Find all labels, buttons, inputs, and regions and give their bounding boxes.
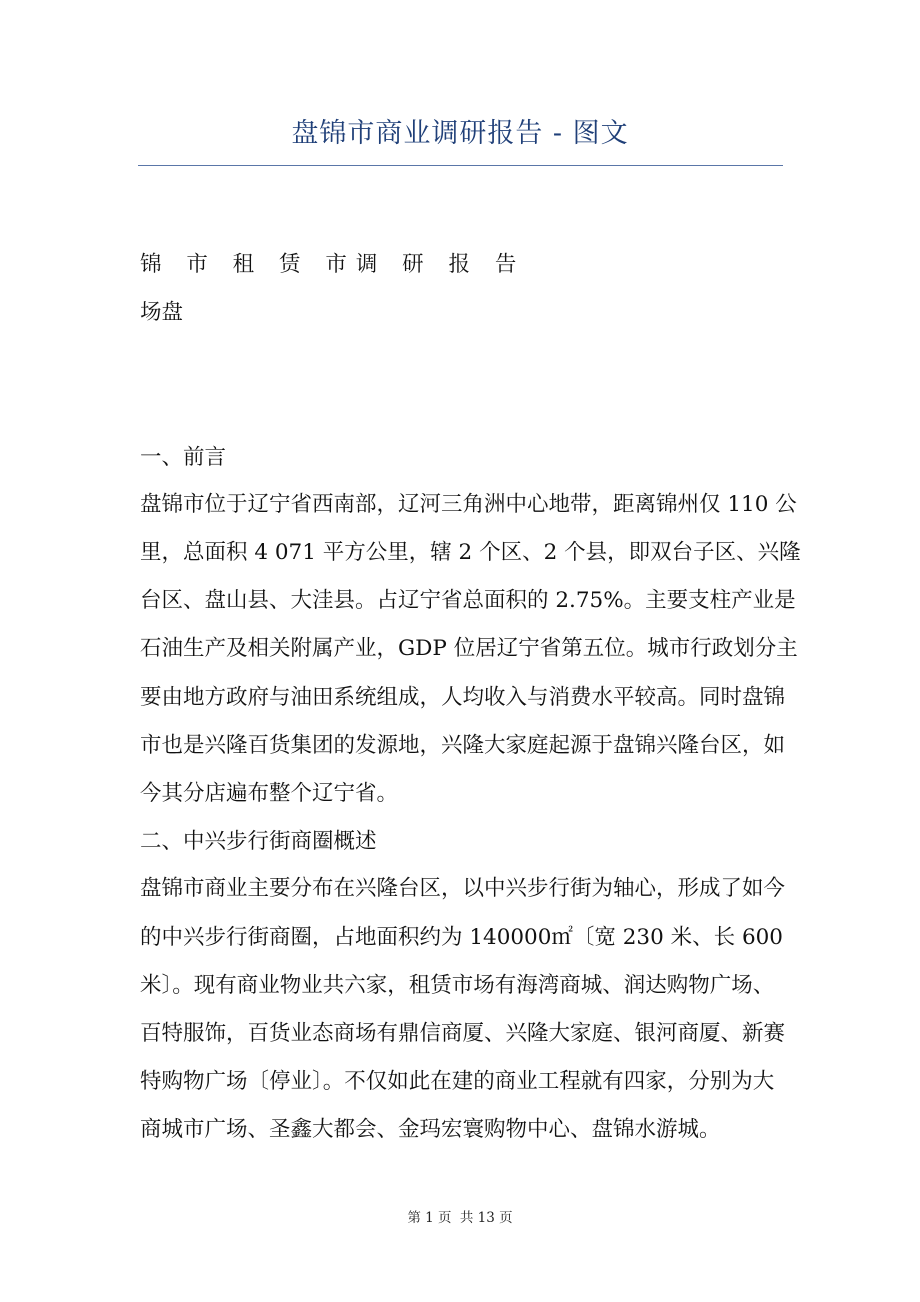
paragraph-line: 要由地方政府与油田系统组成，人均收入与消费水平较高。同时盘锦 [140, 685, 786, 710]
document-title: 盘锦市商业调研报告 - 图文 [291, 118, 629, 149]
paragraph-line: 石油生产及相关附属产业，GDP 位居辽宁省第五位。城市行政划分主 [140, 636, 798, 661]
paragraph-line: 台区、盘山县、大洼县。占辽宁省总面积的 2.75%。主要支柱产业是 [140, 588, 796, 613]
section-heading-preface: 一、前言 [140, 445, 227, 470]
paragraph-line: 里，总面积 4 071 平方公里，辖 2 个区、2 个县，即双台子区、兴隆 [140, 540, 801, 565]
subtitle-line-1: 锦 市 租 赁 市调 研 报 告 [140, 252, 526, 277]
page-footer [0, 1208, 920, 1228]
title-underline [138, 165, 783, 166]
paragraph-line: 特购物广场〔停业〕。不仅如此在建的商业工程就有四家，分别为大 [140, 1069, 775, 1094]
paragraph-line: 商城市广场、圣鑫大都会、金玛宏寰购物中心、盘锦水游城。 [140, 1117, 721, 1142]
page-total: 共 13 页 [459, 1210, 513, 1226]
paragraph-line: 百特服饰，百货业态商场有鼎信商厦、兴隆大家庭、银河商厦、新赛 [140, 1021, 786, 1046]
paragraph-line: 盘锦市位于辽宁省西南部，辽河三角洲中心地带，距离锦州仅 110 公 [140, 492, 797, 517]
paragraph-line: 米〕。现有商业物业共六家，租赁市场有海湾商城、润达购物广场、 [140, 973, 775, 998]
subtitle-line-2: 场盘 [140, 300, 184, 325]
paragraph-line: 盘锦市商业主要分布在兴隆台区，以中兴步行街为轴心，形成了如今 [140, 876, 786, 901]
section-heading-overview: 二、中兴步行街商圈概述 [140, 829, 377, 854]
paragraph-line: 市也是兴隆百货集团的发源地，兴隆大家庭起源于盘锦兴隆台区，如 [140, 733, 786, 758]
page-number: 第 1 页 [407, 1210, 452, 1226]
paragraph-line: 的中兴步行街商圈，占地面积约为 140000㎡〔宽 230 米、长 600 [140, 925, 783, 950]
paragraph-line: 今其分店遍布整个辽宁省。 [140, 781, 399, 806]
